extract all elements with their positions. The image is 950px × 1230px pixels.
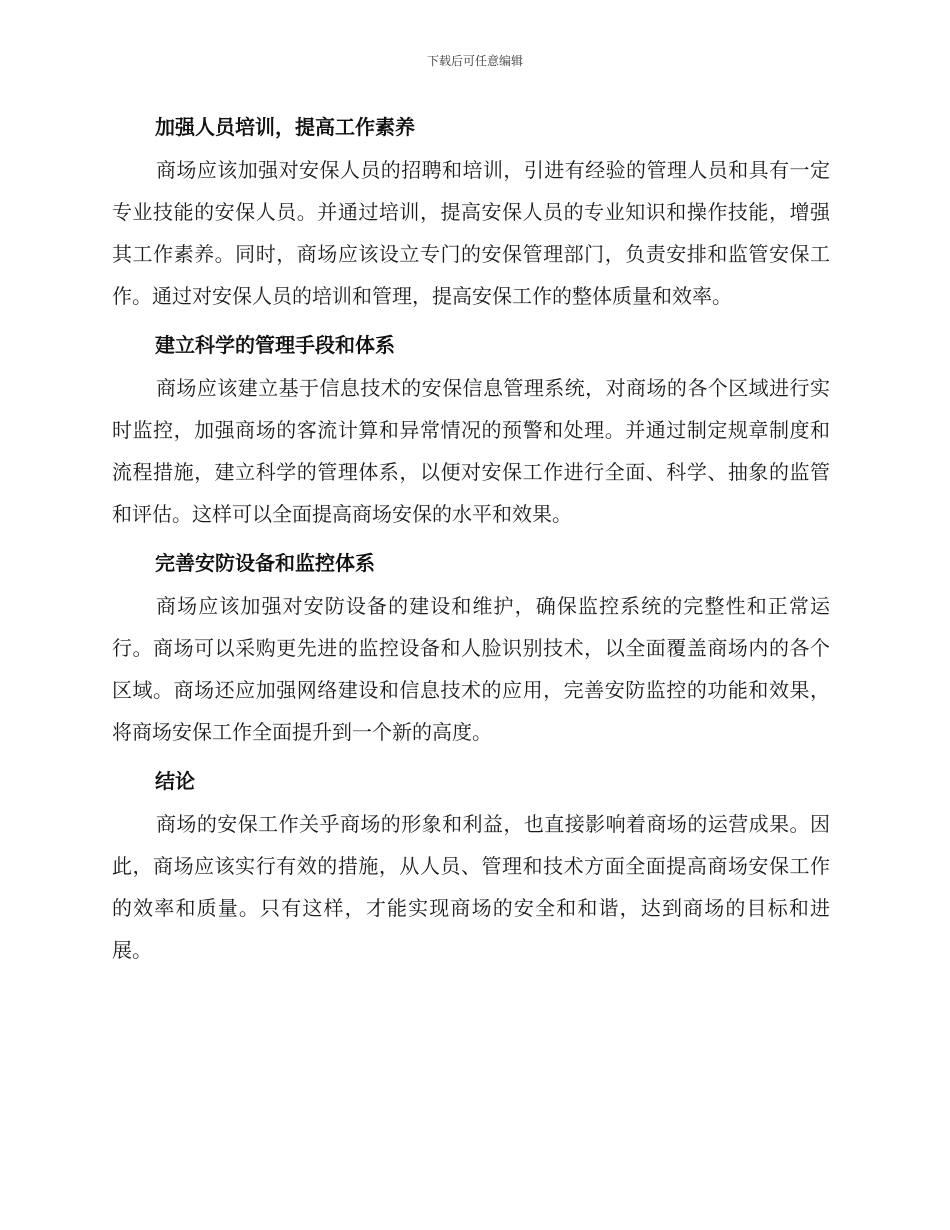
section-heading: 完善安防设备和监控体系 — [155, 551, 375, 575]
section-security-equipment — [112, 542, 830, 753]
page-header-note: 下载后可任意编辑 — [426, 54, 523, 68]
section-staff-training — [112, 106, 830, 317]
section-heading: 结论 — [155, 769, 195, 793]
section-paragraph: 商场的安保工作关乎商场的形象和利益，也直接影响着商场的运营成果。因此，商场应该实行有效的措施，从人员、管理和技术方面全面提高商场安保工作的效率和质量。只有这样，才能实现商场的安全和和谐，达到商场的目标和进展。 — [112, 812, 830, 962]
section-paragraph: 商场应该加强对安保人员的招聘和培训，引进有经验的管理人员和具有一定专业技能的安保人员。并通过培训，提高安保人员的专业知识和操作技能，增强其工作素养。同时，商场应该设立专门的安保管理部门，负责安排和监管安保工作。通过对安保人员的培训和管理，提高安保工作的整体质量和效率。 — [112, 158, 830, 308]
section-heading: 加强人员培训，提高工作素养 — [155, 115, 415, 139]
section-heading: 建立科学的管理手段和体系 — [155, 333, 395, 357]
section-paragraph: 商场应该建立基于信息技术的安保信息管理系统，对商场的各个区域进行实时监控，加强商场的客流计算和异常情况的预警和处理。并通过制定规章制度和流程措施，建立科学的管理体系，以便对安保工作进行全面、科学、抽象的监管和评估。这样可以全面提高商场安保的水平和效果。 — [112, 376, 830, 526]
section-conclusion — [112, 760, 830, 971]
section-paragraph: 商场应该加强对安防设备的建设和维护，确保监控系统的完整性和正常运行。商场可以采购更先进的监控设备和人脸识别技术，以全面覆盖商场内的各个区域。商场还应加强网络建设和信息技术的应用，完善安防监控的功能和效果，将商场安保工作全面提升到一个新的高度。 — [112, 594, 830, 744]
document-body — [112, 106, 830, 978]
section-management-system — [112, 324, 830, 535]
